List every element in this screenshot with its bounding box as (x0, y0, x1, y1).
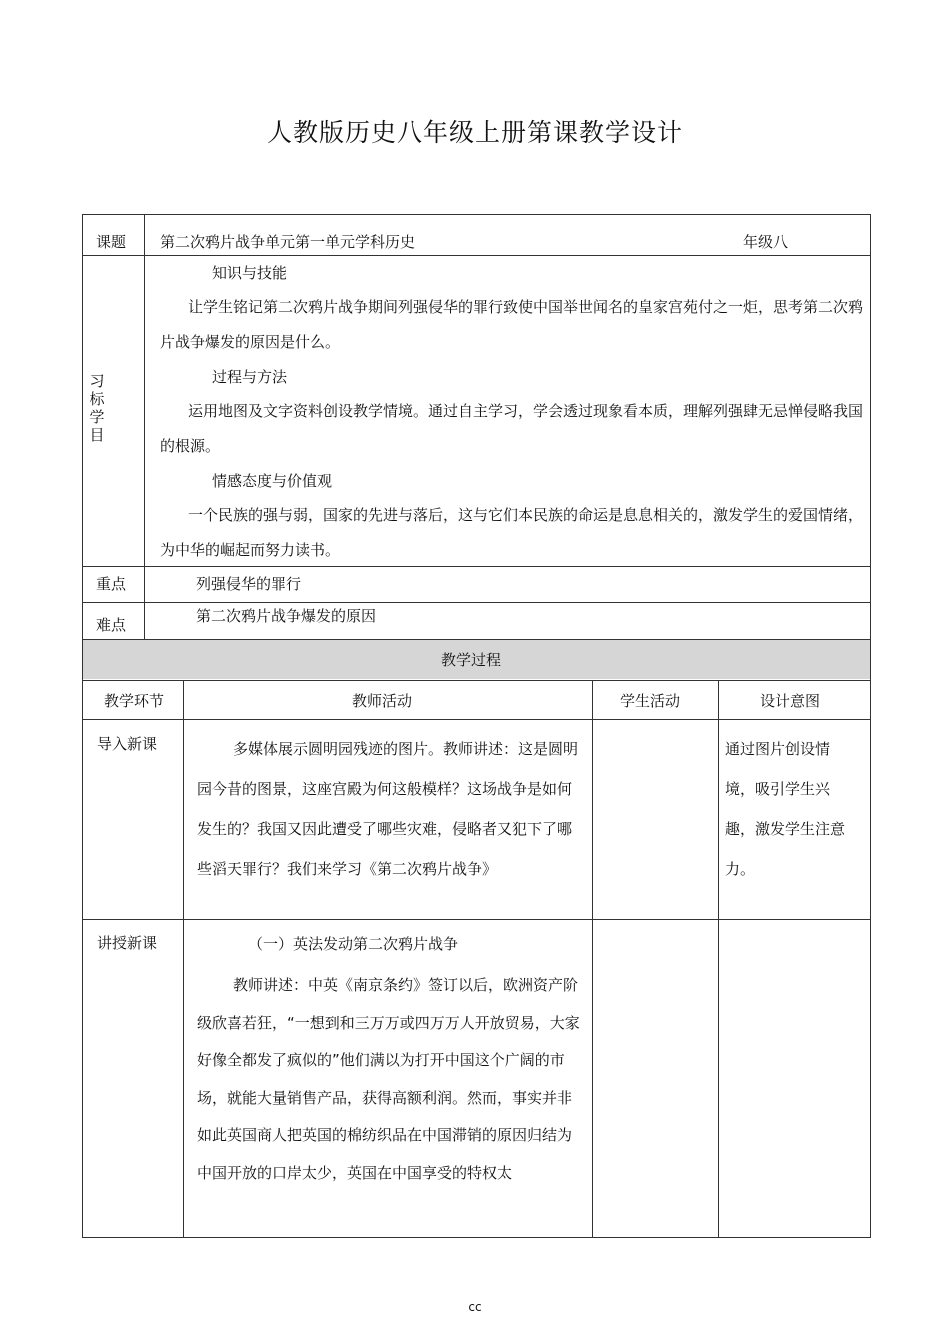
table-line (592, 680, 593, 1238)
table-line (82, 919, 871, 920)
page-footer: cc (468, 1300, 482, 1314)
key-point-label: 重点 (96, 575, 127, 593)
table-line (144, 214, 145, 640)
process-heading: 过程与方法 (212, 368, 288, 386)
table-line (82, 639, 871, 640)
objectives-label: 习 标 学 目 (89, 372, 105, 444)
table-line (183, 680, 184, 1238)
table-line (82, 602, 871, 603)
row-stage-intro: 导入新课 (97, 735, 158, 753)
column-header-student: 学生活动 (620, 692, 681, 710)
topic-value: 第二次鸦片战争单元第一单元学科历史 (160, 233, 416, 251)
row-intent-intro: 通过图片创设情境，吸引学生兴趣，激发学生注意力。 (725, 740, 846, 878)
table-line (82, 1237, 871, 1238)
table-line (82, 255, 871, 256)
column-header-intent: 设计意图 (760, 692, 821, 710)
process-banner: 教学过程 (441, 651, 502, 669)
table-line (82, 719, 871, 720)
table-line (82, 214, 83, 1238)
difficulty-value: 第二次鸦片战争爆发的原因 (196, 607, 377, 625)
knowledge-text: 让学生铭记第二次鸦片战争期间列强侵华的罪行致使中国举世闻名的皇家宫苑付之一炬，思考第二次鸦片战争爆发的原因是什么。 (160, 298, 864, 351)
column-header-stage: 教学环节 (104, 692, 165, 710)
column-header-teacher: 教师活动 (352, 692, 413, 710)
table-line (82, 680, 871, 681)
emotion-text: 一个民族的强与弱，国家的先进与落后，这与它们本民族的命运是息息相关的，激发学生的爱国情绪，为中华的崛起而努力读书。 (160, 506, 864, 559)
row-teacher-new-lesson: 教师讲述：中英《南京条约》签订以后，欧洲资产阶级欣喜若狂，“一想到和三万万或四万万人开放贸易，大家好像全都发了疯似的”他们满以为打开中国这个广阔的市场，就能大量销售产品，获得高额利润。然而，事实并非如此英国商人把英国的棉纺织品在中国滞销的原因归结为中国开放的口岸太少，英国在中国享受的特权太 (197, 976, 580, 1182)
grade-value: 年级八 (743, 233, 789, 251)
row-stage-new-lesson: 讲授新课 (97, 934, 158, 952)
difficulty-label: 难点 (96, 616, 127, 634)
row-teacher-intro: 多媒体展示圆明园残迹的图片。教师讲述：这是圆明园今昔的图景，这座宫殿为何这般模样？这场战争是如何发生的？我国又因此遭受了哪些灾难，侵略者又犯下了哪些滔天罪行？我们来学习《第二次鸦片战争》 (197, 740, 579, 878)
page-title: 人教版历史八年级上册第课教学设计 (266, 118, 683, 147)
row-teacher-heading: （一）英法发动第二次鸦片战争 (248, 935, 459, 953)
process-text: 运用地图及文字资料创设教学情境。通过自主学习，学会透过现象看本质，理解列强肆无忌惮侵略我国的根源。 (160, 402, 864, 455)
knowledge-heading: 知识与技能 (212, 264, 288, 282)
key-point-value: 列强侵华的罪行 (196, 575, 302, 593)
topic-label: 课题 (96, 233, 127, 251)
table-line (718, 680, 719, 1238)
table-line (82, 214, 871, 215)
emotion-heading: 情感态度与价值观 (212, 472, 333, 490)
table-line (870, 214, 871, 1238)
